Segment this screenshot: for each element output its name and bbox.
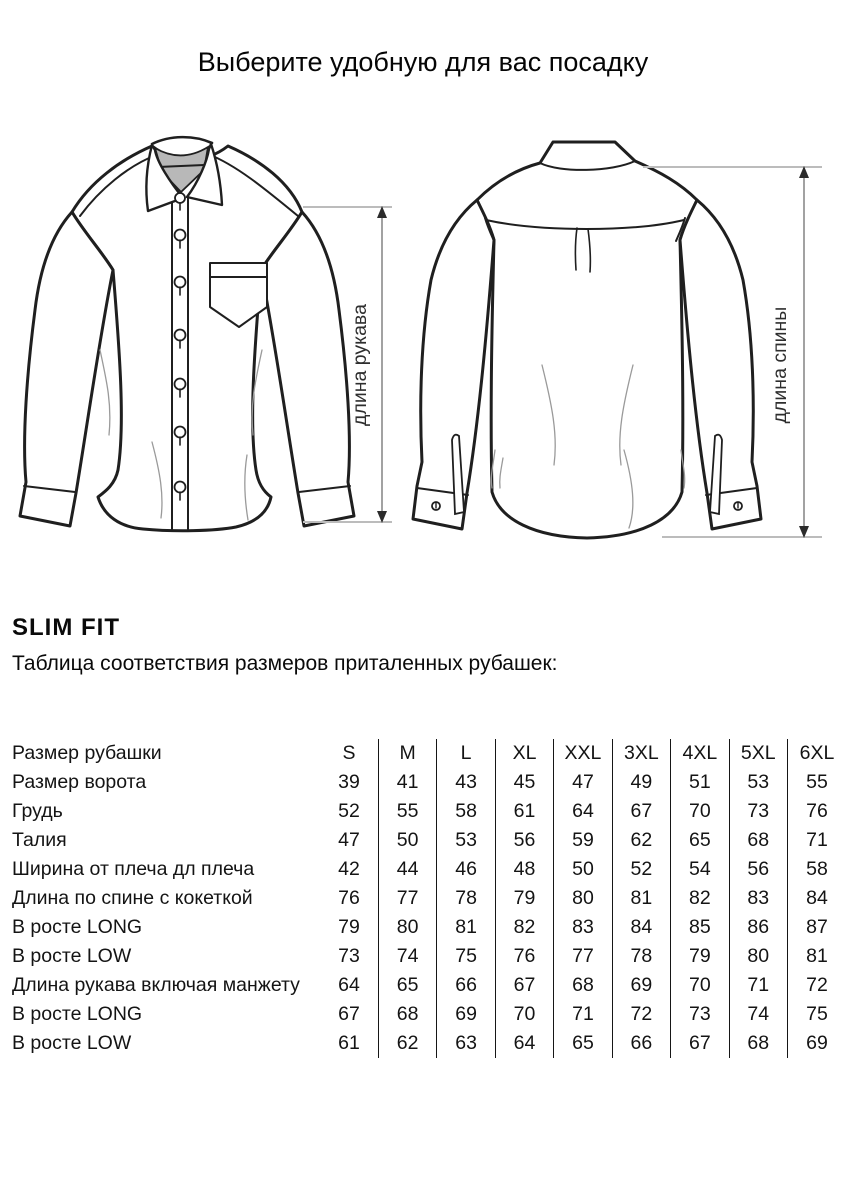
value-cell: 58 xyxy=(437,797,495,826)
value-cell: 55 xyxy=(378,797,436,826)
size-header-cell: 4XL xyxy=(671,739,729,768)
value-cell: 48 xyxy=(495,855,553,884)
value-cell: 83 xyxy=(554,913,612,942)
value-cell: 62 xyxy=(612,826,670,855)
value-cell: 72 xyxy=(788,971,846,1000)
size-table-body xyxy=(12,739,846,1058)
value-cell: 72 xyxy=(612,1000,670,1029)
value-cell: 71 xyxy=(729,971,787,1000)
value-cell: 52 xyxy=(612,855,670,884)
table-row xyxy=(12,797,846,826)
value-cell: 68 xyxy=(378,1000,436,1029)
table-row xyxy=(12,855,846,884)
row-label: Длина рукава включая манжету xyxy=(12,974,300,996)
size-header-cell: M xyxy=(378,739,436,768)
value-cell: 75 xyxy=(437,942,495,971)
value-cell: 71 xyxy=(788,826,846,855)
row-label: В росте LOW xyxy=(12,1032,132,1054)
value-cell: 79 xyxy=(338,916,360,938)
table-row xyxy=(12,1000,846,1029)
value-cell: 43 xyxy=(437,768,495,797)
value-cell: 86 xyxy=(729,913,787,942)
value-cell: 53 xyxy=(437,826,495,855)
sleeve-length-label: длина рукава xyxy=(349,304,371,426)
value-cell: 76 xyxy=(495,942,553,971)
value-cell: 76 xyxy=(788,797,846,826)
row-label: Размер ворота xyxy=(12,771,147,793)
value-cell: 70 xyxy=(671,797,729,826)
value-cell: 70 xyxy=(671,971,729,1000)
value-cell: 39 xyxy=(338,771,360,793)
row-label: Длина по спине с кокеткой xyxy=(12,887,253,909)
size-header-cell: L xyxy=(437,739,495,768)
value-cell: 53 xyxy=(729,768,787,797)
back-length-label: длина спины xyxy=(769,306,791,424)
value-cell: 75 xyxy=(788,1000,846,1029)
row-label: В росте LONG xyxy=(12,1003,143,1025)
value-cell: 80 xyxy=(378,913,436,942)
table-row xyxy=(12,913,846,942)
value-cell: 79 xyxy=(671,942,729,971)
row-label: Талия xyxy=(12,829,67,851)
value-cell: 63 xyxy=(437,1029,495,1058)
value-cell: 47 xyxy=(338,829,360,851)
value-cell: 61 xyxy=(495,797,553,826)
shirt-front-drawing xyxy=(0,120,400,580)
value-cell: 85 xyxy=(671,913,729,942)
value-cell: 67 xyxy=(671,1029,729,1058)
value-cell: 77 xyxy=(378,884,436,913)
value-cell: 79 xyxy=(495,884,553,913)
value-cell: 69 xyxy=(788,1029,846,1058)
value-cell: 73 xyxy=(729,797,787,826)
value-cell: 67 xyxy=(495,971,553,1000)
value-cell: 65 xyxy=(554,1029,612,1058)
row-label: В росте LOW xyxy=(12,945,132,967)
value-cell: 84 xyxy=(788,884,846,913)
value-cell: 73 xyxy=(671,1000,729,1029)
value-cell: 66 xyxy=(437,971,495,1000)
value-cell: 73 xyxy=(338,945,360,967)
value-cell: 66 xyxy=(612,1029,670,1058)
size-header-cell: 5XL xyxy=(729,739,787,768)
value-cell: 65 xyxy=(671,826,729,855)
value-cell: 62 xyxy=(378,1029,436,1058)
row-label: Размер рубашки xyxy=(12,742,162,764)
value-cell: 83 xyxy=(729,884,787,913)
value-cell: 81 xyxy=(437,913,495,942)
value-cell: 65 xyxy=(378,971,436,1000)
value-cell: 55 xyxy=(788,768,846,797)
value-cell: 44 xyxy=(378,855,436,884)
size-header-cell: S xyxy=(342,742,356,764)
shirt-back-drawing xyxy=(400,120,846,580)
value-cell: 67 xyxy=(338,1003,360,1025)
shirt-back-body xyxy=(413,142,761,538)
shirt-front-body xyxy=(20,137,354,531)
value-cell: 45 xyxy=(495,768,553,797)
value-cell: 68 xyxy=(729,826,787,855)
value-cell: 61 xyxy=(338,1032,360,1054)
value-cell: 64 xyxy=(495,1029,553,1058)
table-row xyxy=(12,884,846,913)
value-cell: 82 xyxy=(671,884,729,913)
value-cell: 82 xyxy=(495,913,553,942)
row-label: В росте LONG xyxy=(12,916,143,938)
value-cell: 76 xyxy=(338,887,360,909)
value-cell: 87 xyxy=(788,913,846,942)
value-cell: 74 xyxy=(378,942,436,971)
value-cell: 81 xyxy=(612,884,670,913)
value-cell: 81 xyxy=(788,942,846,971)
value-cell: 46 xyxy=(437,855,495,884)
value-cell: 71 xyxy=(554,1000,612,1029)
page-title: Выберите удобную для вас посадку xyxy=(197,47,649,77)
table-row xyxy=(12,942,846,971)
value-cell: 52 xyxy=(338,800,360,822)
value-cell: 78 xyxy=(437,884,495,913)
size-header-cell: 3XL xyxy=(612,739,670,768)
table-header-row xyxy=(12,739,846,768)
value-cell: 64 xyxy=(338,974,360,996)
value-cell: 56 xyxy=(729,855,787,884)
value-cell: 49 xyxy=(612,768,670,797)
value-cell: 56 xyxy=(495,826,553,855)
value-cell: 68 xyxy=(554,971,612,1000)
value-cell: 42 xyxy=(338,858,360,880)
table-row xyxy=(12,971,846,1000)
row-label: Грудь xyxy=(12,800,63,822)
value-cell: 69 xyxy=(437,1000,495,1029)
value-cell: 50 xyxy=(554,855,612,884)
value-cell: 74 xyxy=(729,1000,787,1029)
value-cell: 68 xyxy=(729,1029,787,1058)
size-header-cell: 6XL xyxy=(788,739,846,768)
value-cell: 80 xyxy=(729,942,787,971)
row-label: Ширина от плеча дл плеча xyxy=(12,858,255,880)
value-cell: 78 xyxy=(612,942,670,971)
fit-heading: SLIM FIT xyxy=(12,614,120,641)
table-row xyxy=(12,826,846,855)
value-cell: 84 xyxy=(612,913,670,942)
size-table xyxy=(12,739,846,1058)
value-cell: 50 xyxy=(378,826,436,855)
value-cell: 77 xyxy=(554,942,612,971)
value-cell: 64 xyxy=(554,797,612,826)
value-cell: 69 xyxy=(612,971,670,1000)
size-header-cell: XL xyxy=(495,739,553,768)
value-cell: 54 xyxy=(671,855,729,884)
table-row xyxy=(12,1029,846,1058)
value-cell: 59 xyxy=(554,826,612,855)
value-cell: 80 xyxy=(554,884,612,913)
size-header-cell: XXL xyxy=(554,739,612,768)
value-cell: 41 xyxy=(378,768,436,797)
value-cell: 51 xyxy=(671,768,729,797)
value-cell: 58 xyxy=(788,855,846,884)
value-cell: 47 xyxy=(554,768,612,797)
value-cell: 67 xyxy=(612,797,670,826)
table-row xyxy=(12,768,846,797)
value-cell: 70 xyxy=(495,1000,553,1029)
fit-subtitle: Таблица соответствия размеров приталенных рубашек: xyxy=(12,652,558,675)
